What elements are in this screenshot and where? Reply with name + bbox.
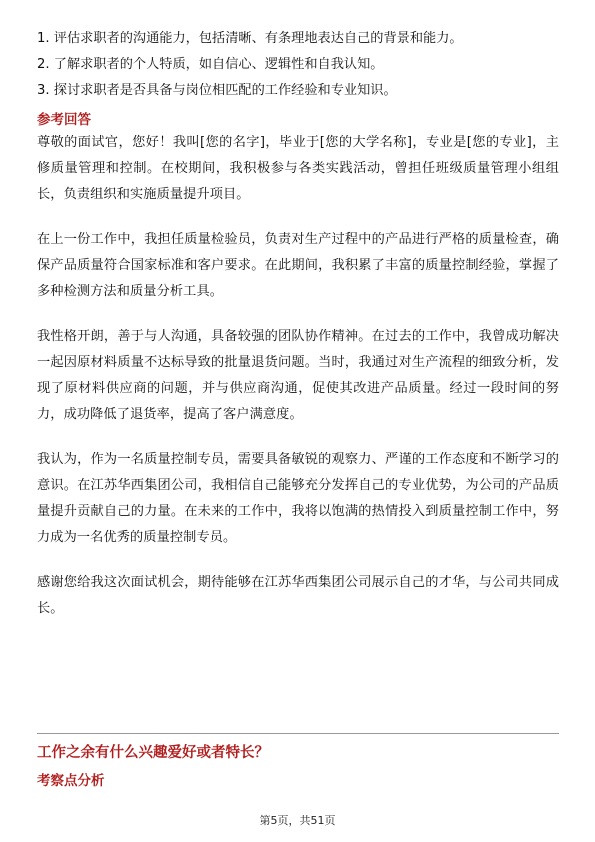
- next-question-title: 工作之余有什么兴趣爱好或者特长？: [37, 745, 269, 761]
- paragraph-spacer: [37, 428, 559, 447]
- answer-paragraph-closing: 感谢您给我这次面试机会，期待能够在江苏华西集团公司展示自己的才华，与公司共同成长。: [37, 575, 559, 616]
- paragraph-spacer: [37, 208, 559, 227]
- evaluation-point-3: 3. 探讨求职者是否具备与岗位相匹配的工作经验和专业知识。: [37, 83, 397, 98]
- section-divider: [37, 733, 559, 734]
- evaluation-point-1: 1. 评估求职者的沟通能力，包括清晰、有条理地表达自己的背景和能力。: [37, 31, 463, 46]
- answer-paragraph-experience: 在上一份工作中，我担任质量检验员，负责对生产过程中的产品进行严格的质量检查，确保产品质量符合国家标准和客户要求。在此期间，我积累了丰富的质量控制经验，掌握了多种检测方法和质量分析工具。: [37, 232, 559, 299]
- answer-paragraph-intro: 尊敬的面试官，您好！我叫[您的名字]，毕业于[您的大学名称]，专业是[您的专业]，主修质量管理和控制。在校期间，我积极参与各类实践活动，曾担任班级质量管理小组组长，负责组织和实施质量提升项目。: [37, 135, 559, 202]
- paragraph-spacer: [37, 305, 559, 324]
- paragraph-spacer: [37, 551, 559, 570]
- page-content: [37, 28, 559, 622]
- reference-answer-heading: 参考回答: [37, 112, 91, 128]
- analysis-heading: 考察点分析: [37, 773, 105, 789]
- evaluation-point-2: 2. 了解求职者的个人特质，如自信心、逻辑性和自我认知。: [37, 57, 384, 72]
- answer-paragraph-personality: 我性格开朗，善于与人沟通，具备较强的团队协作精神。在过去的工作中，我曾成功解决一起因原材料质量不达标导致的批量退货问题。当时，我通过对生产流程的细致分析，发现了原材料供应商的问题，并与供应商沟通，促使其改进产品质量。经过一段时间的努力，成功降低了退货率，提高了客户满意度。: [37, 329, 559, 422]
- answer-paragraph-role-view: 我认为，作为一名质量控制专员，需要具备敏锐的观察力、严谨的工作态度和不断学习的意识。在江苏华西集团公司，我相信自己能够充分发挥自己的专业优势，为公司的产品质量提升贡献自己的力量。在未来的工作中，我将以饱满的热情投入到质量控制工作中，努力成为一名优秀的质量控制专员。: [37, 452, 559, 545]
- page-number: 第5页，共51页: [259, 814, 336, 827]
